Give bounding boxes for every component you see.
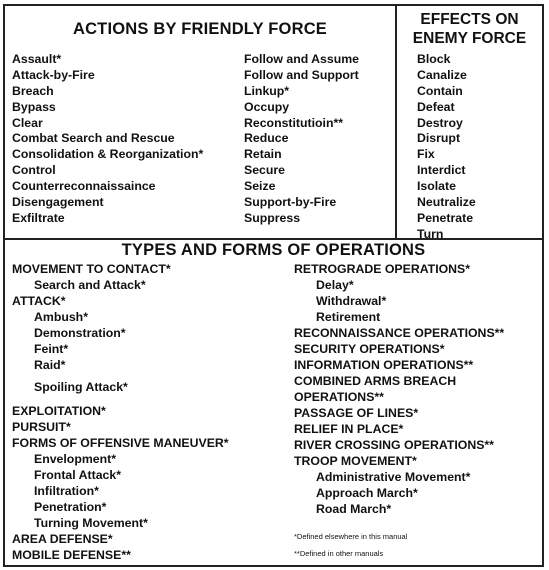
- enemy-effect-item: Neutralize: [417, 195, 476, 210]
- friendly-action-item: Attack-by-Fire: [12, 67, 95, 82]
- operation-item: EXPLOITATION*: [12, 404, 106, 418]
- operation-item: RETROGRADE OPERATIONS*: [294, 262, 471, 276]
- friendly-action-item: Seize: [244, 179, 276, 194]
- enemy-effect-item: Destroy: [417, 115, 463, 130]
- operation-subitem: Road March*: [316, 502, 392, 516]
- operation-item: RELIEF IN PLACE*: [294, 422, 404, 436]
- operation-item: ATTACK*: [12, 294, 66, 308]
- enemy-effect-item: Disrupt: [417, 131, 461, 146]
- operation-item: SECURITY OPERATIONS*: [294, 342, 445, 356]
- operation-item: FORMS OF OFFENSIVE MANEUVER*: [12, 436, 229, 450]
- friendly-action-item: Suppress: [244, 210, 301, 225]
- friendly-action-item: Breach: [12, 83, 54, 98]
- operation-item: PURSUIT*: [12, 420, 71, 434]
- friendly-action-item: Bypass: [12, 99, 56, 114]
- operation-item: RECONNAISSANCE OPERATIONS**: [294, 326, 505, 340]
- operation-subitem: Withdrawal*: [316, 294, 387, 308]
- friendly-action-item: Control: [12, 163, 56, 178]
- enemy-effect-item: Canalize: [417, 67, 467, 82]
- enemy-title-line2: ENEMY FORCE: [412, 30, 527, 47]
- operations-title: TYPES AND FORMS OF OPERATIONS: [121, 241, 426, 259]
- enemy-force-title: [397, 10, 542, 48]
- friendly-action-item: Reconstitutioin**: [244, 115, 344, 130]
- friendly-action-item: Occupy: [244, 99, 290, 114]
- operation-subitem: Approach March*: [316, 486, 418, 500]
- operation-item: TROOP MOVEMENT*: [294, 454, 417, 468]
- operation-subitem: Retirement: [316, 310, 381, 324]
- friendly-action-item: Follow and Support: [244, 67, 359, 82]
- operation-item: INFORMATION OPERATIONS**: [294, 358, 474, 372]
- operation-subitem: Penetration*: [34, 500, 107, 514]
- friendly-action-item: Consolidation & Reorganization*: [12, 147, 204, 162]
- operation-subitem: Ambush*: [34, 310, 88, 324]
- operation-subitem: Administrative Movement*: [316, 470, 471, 484]
- operation-item: COMBINED ARMS BREACH: [294, 374, 457, 388]
- operation-subitem: Frontal Attack*: [34, 468, 122, 482]
- enemy-effect-item: Isolate: [417, 179, 456, 194]
- friendly-actions-col1: [12, 52, 203, 227]
- operation-subitem: Feint*: [34, 342, 69, 356]
- friendly-actions-col2: [244, 52, 359, 227]
- friendly-action-item: Combat Search and Rescue: [12, 131, 175, 146]
- footnote-double: **Defined in other manuals: [294, 549, 384, 558]
- operation-subitem: Turning Movement*: [34, 516, 148, 530]
- operation-subitem: Envelopment*: [34, 452, 116, 466]
- enemy-effect-item: Block: [417, 52, 451, 66]
- operation-item: MOBILE DEFENSE**: [12, 548, 131, 562]
- footnote-single: *Defined elsewhere in this manual: [294, 532, 408, 541]
- friendly-action-item: Assault*: [12, 52, 62, 66]
- operation-item: OPERATIONS**: [294, 390, 384, 404]
- operation-subitem: Search and Attack*: [34, 278, 146, 292]
- friendly-action-item: Follow and Assume: [244, 52, 360, 66]
- enemy-effect-item: Fix: [417, 147, 435, 162]
- operation-subitem: Spoiling Attack*: [34, 380, 128, 394]
- operation-item: RIVER CROSSING OPERATIONS**: [294, 438, 494, 452]
- friendly-action-item: Secure: [244, 163, 286, 178]
- enemy-effects-list: [417, 52, 476, 243]
- enemy-effect-item: Defeat: [417, 99, 455, 114]
- enemy-effect-item: Turn: [417, 226, 444, 241]
- friendly-action-item: Support-by-Fire: [244, 195, 337, 210]
- friendly-action-item: Exfiltrate: [12, 210, 65, 225]
- enemy-title-line1: EFFECTS ON: [420, 11, 519, 28]
- friendly-action-item: Clear: [12, 115, 43, 130]
- operation-subitem: Raid*: [34, 358, 66, 372]
- operation-item: MOVEMENT TO CONTACT*: [12, 262, 171, 276]
- friendly-action-item: Reduce: [244, 131, 289, 146]
- operations-table: [3, 4, 544, 567]
- operation-subitem: Infiltration*: [34, 484, 99, 498]
- operation-subitem: Delay*: [316, 278, 354, 292]
- friendly-action-item: Counterreconnaissaince: [12, 179, 156, 194]
- operation-subitem: Demonstration*: [34, 326, 126, 340]
- enemy-effect-item: Penetrate: [417, 210, 474, 225]
- operation-item: PASSAGE OF LINES*: [294, 406, 419, 420]
- operation-item: AREA DEFENSE*: [12, 532, 113, 546]
- enemy-effect-item: Interdict: [417, 163, 466, 178]
- enemy-effect-item: Contain: [417, 83, 463, 98]
- friendly-force-title: ACTIONS BY FRIENDLY FORCE: [72, 20, 328, 38]
- friendly-action-item: Retain: [244, 147, 282, 162]
- friendly-action-item: Disengagement: [12, 195, 104, 210]
- friendly-action-item: Linkup*: [244, 83, 290, 98]
